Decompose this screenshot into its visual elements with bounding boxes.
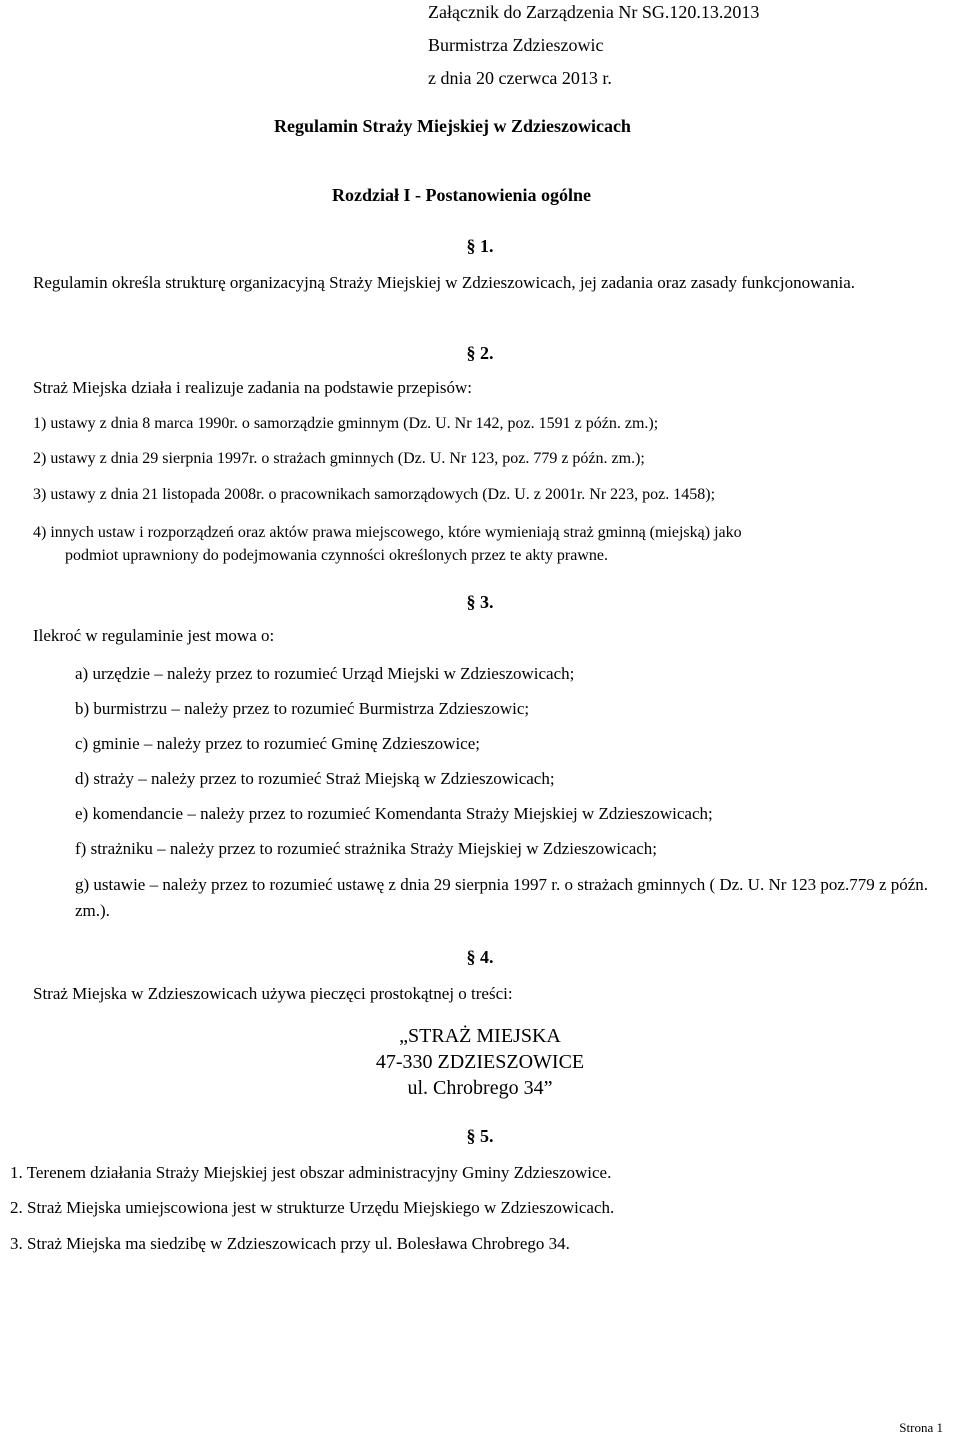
section-1-text: Regulamin określa strukturę organizacyjną Straży Miejskiej w Zdzieszowicach, jej zadania oraz zasady funkcjonowania. bbox=[33, 273, 855, 292]
legal-basis-item: 3) ustawy z dnia 21 listopada 2008r. o pracownikach samorządowych (Dz. U. z 2001r. Nr 223, poz. 1458); bbox=[33, 486, 716, 503]
definition-item-g: g) ustawie – należy przez to rozumieć ustawę z dnia 29 sierpnia 1997 r. o strażach gminnych ( Dz. U. Nr 123 poz.779 z późn. zm.). bbox=[75, 875, 929, 920]
definition-item: b) burmistrzu – należy przez to rozumieć Burmistrza Zdzieszowic; bbox=[75, 699, 530, 718]
definition-item: d) straży – należy przez to rozumieć Straż Miejską w Zdzieszowicach; bbox=[75, 769, 555, 788]
section-2-mark: § 2. bbox=[466, 343, 494, 363]
section-5-item: 2. Straż Miejska umiejscowiona jest w strukturze Urzędu Miejskiego w Zdzieszowicach. bbox=[10, 1198, 615, 1217]
legal-basis-item: 1) ustawy z dnia 8 marca 1990r. o samorządzie gminnym (Dz. U. Nr 142, poz. 1591 z późn. zm.); bbox=[33, 415, 659, 432]
legal-basis-item-4-first: 4) innych ustaw i rozporządzeń oraz aktów prawa miejscowego, które wymieniają straż gminną (miejską) jako bbox=[33, 524, 742, 541]
definition-item: f) strażniku – należy przez to rozumieć strażnika Straży Miejskiej w Zdzieszowicach; bbox=[75, 839, 658, 858]
definition-item: c) gminie – należy przez to rozumieć Gminę Zdzieszowice; bbox=[75, 734, 480, 753]
section-3-intro: Ilekroć w regulaminie jest mowa o: bbox=[33, 626, 275, 645]
stamp-line-1: „STRAŻ MIEJSKA bbox=[399, 1025, 561, 1047]
annex-issuer: Burmistrza Zdzieszowic bbox=[428, 35, 604, 55]
legal-basis-item-4-cont: podmiot uprawniony do podejmowania czynności określonych przez te akty prawne. bbox=[65, 547, 608, 564]
chapter-heading: Rozdział I - Postanowienia ogólne bbox=[332, 185, 591, 205]
stamp-line-2: 47-330 ZDZIESZOWICE bbox=[375, 1051, 585, 1073]
section-2-intro: Straż Miejska działa i realizuje zadania na podstawie przepisów: bbox=[33, 378, 472, 397]
legal-basis-item-4 bbox=[33, 521, 960, 567]
section-4-mark: § 4. bbox=[466, 947, 494, 967]
section-1-mark: § 1. bbox=[466, 236, 494, 256]
section-3-mark: § 3. bbox=[466, 592, 494, 612]
document-title: Regulamin Straży Miejskiej w Zdzieszowicach bbox=[274, 116, 631, 136]
section-5-item: 1. Terenem działania Straży Miejskiej jest obszar administracyjny Gminy Zdzieszowice. bbox=[10, 1163, 612, 1182]
page-number: Strona 1 bbox=[899, 1420, 943, 1435]
section-4-intro: Straż Miejska w Zdzieszowicach używa pieczęci prostokątnej o treści: bbox=[33, 984, 513, 1003]
section-5-mark: § 5. bbox=[466, 1126, 494, 1146]
section-5-item: 3. Straż Miejska ma siedzibę w Zdzieszowicach przy ul. Bolesława Chrobrego 34. bbox=[10, 1234, 570, 1253]
annex-reference: Załącznik do Zarządzenia Nr SG.120.13.2013 bbox=[428, 2, 760, 22]
definition-item: e) komendancie – należy przez to rozumieć Komendanta Straży Miejskiej w Zdzieszowicach; bbox=[75, 804, 713, 823]
definition-item: a) urzędzie – należy przez to rozumieć Urząd Miejski w Zdzieszowicach; bbox=[75, 664, 575, 683]
stamp-line-3: ul. Chrobrego 34” bbox=[407, 1077, 553, 1099]
legal-basis-item: 2) ustawy z dnia 29 sierpnia 1997r. o strażach gminnych (Dz. U. Nr 123, poz. 779 z późn. zm.); bbox=[33, 450, 645, 467]
annex-date: z dnia 20 czerwca 2013 r. bbox=[428, 68, 612, 88]
